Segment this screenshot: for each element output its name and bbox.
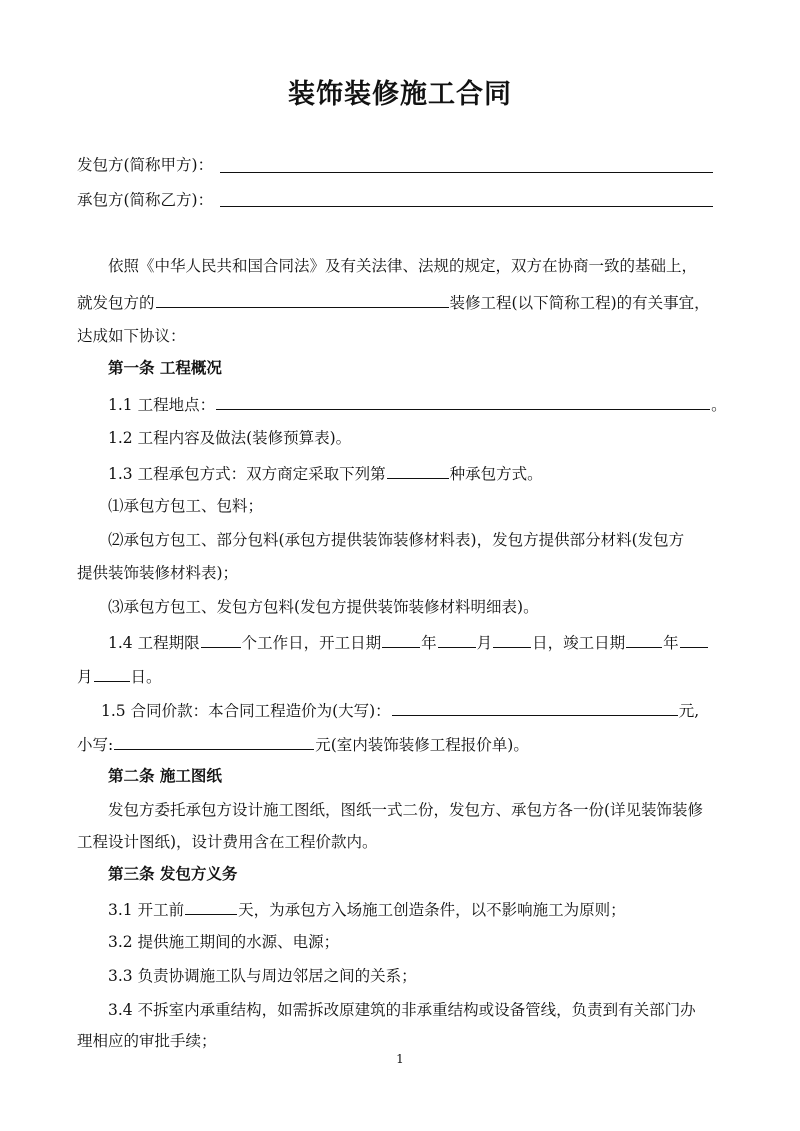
item-1-5-cont bbox=[77, 733, 529, 755]
article-2-line-2: 工程设计图纸)，设计费用含在工程价款内。 bbox=[77, 833, 378, 851]
item-1-4-label: 1.4 工程期限 bbox=[108, 634, 200, 652]
price-lowercase-blank bbox=[114, 733, 314, 750]
end-date-label: 日，竣工日期 bbox=[532, 634, 626, 652]
end-day-label: 日。 bbox=[130, 668, 162, 686]
option-1: ⑴承包方包工、包料； bbox=[108, 497, 264, 515]
item-1-4-cont bbox=[77, 665, 162, 687]
intro-line-3: 达成如下协议： bbox=[77, 327, 186, 345]
intro-line-1: 依照《中华人民共和国合同法》及有关法律、法规的规定，双方在协商一致的基础上， bbox=[108, 257, 698, 275]
item-3-1-end: 天，为承包方入场施工创造条件，以不影响施工为原则； bbox=[238, 901, 626, 919]
year-label: 年 bbox=[421, 634, 437, 652]
start-day-blank bbox=[493, 631, 531, 648]
lowercase-label: 小写: bbox=[77, 736, 114, 754]
intro-line-2-start: 就发包方的 bbox=[77, 294, 155, 312]
option-2-line-2: 提供装饰装修材料表)； bbox=[77, 564, 239, 582]
item-1-1-label: 1.1 工程地点： bbox=[108, 396, 216, 414]
item-3-3: 3.3 负责协调施工队与周边邻居之间的关系； bbox=[108, 967, 417, 985]
days-before-start-blank bbox=[185, 898, 237, 915]
item-1-3-end: 种承包方式。 bbox=[449, 465, 543, 483]
month-label: 月 bbox=[476, 634, 493, 652]
end-year-label: 年 bbox=[663, 634, 679, 652]
party-a-blank bbox=[220, 172, 713, 173]
item-1-3 bbox=[108, 462, 543, 484]
item-3-4-line-2: 理相应的审批手续； bbox=[77, 1032, 217, 1050]
end-year-blank bbox=[626, 631, 662, 648]
page-number: 1 bbox=[396, 1052, 404, 1066]
item-3-1 bbox=[108, 898, 626, 920]
item-1-1-end: 。 bbox=[711, 396, 727, 414]
start-date-label: 个工作日，开工日期 bbox=[241, 634, 382, 652]
item-3-1-start: 3.1 开工前 bbox=[108, 901, 185, 919]
article-2-heading: 第二条 施工图纸 bbox=[108, 767, 222, 785]
item-1-5-label: 1.5 合同价款：本合同工程造价为(大写)： bbox=[101, 702, 391, 720]
item-1-5 bbox=[101, 699, 699, 721]
start-year-blank bbox=[382, 631, 420, 648]
party-b-blank bbox=[220, 206, 713, 207]
option-2-line-1: ⑵承包方包工、部分包料(承包方提供装饰装修材料表)，发包方提供部分材料(发包方 bbox=[108, 531, 685, 549]
party-a-label: 发包方(简称甲方)： bbox=[77, 156, 214, 174]
intro-line-2-end: 装修工程(以下简称工程)的有关事宜， bbox=[449, 294, 710, 312]
item-1-5-end: 元(室内装饰装修工程报价单)。 bbox=[315, 736, 529, 754]
option-3: ⑶承包方包工、发包方包料(发包方提供装饰装修材料明细表)。 bbox=[108, 598, 539, 616]
price-uppercase-blank bbox=[392, 699, 678, 716]
party-b-label: 承包方(简称乙方)： bbox=[77, 191, 214, 209]
end-month-blank-a bbox=[680, 631, 708, 648]
work-days-blank bbox=[201, 631, 241, 648]
contract-mode-blank bbox=[387, 462, 449, 479]
item-1-3-start: 1.3 工程承包方式：双方商定采取下列第 bbox=[108, 465, 386, 483]
item-1-2: 1.2 工程内容及做法(装修预算表)。 bbox=[108, 429, 352, 447]
project-name-blank bbox=[156, 291, 449, 308]
start-month-blank bbox=[438, 631, 476, 648]
article-2-line-1: 发包方委托承包方设计施工图纸，图纸一式二份，发包方、承包方各一份(详见装饰装修 bbox=[108, 801, 704, 819]
intro-line-2 bbox=[77, 291, 710, 313]
project-location-blank bbox=[216, 393, 710, 410]
item-1-1 bbox=[108, 393, 727, 415]
yuan-label: 元, bbox=[678, 702, 700, 720]
end-day-blank bbox=[94, 665, 130, 682]
item-1-4 bbox=[108, 631, 709, 653]
article-3-heading: 第三条 发包方义务 bbox=[108, 865, 238, 883]
article-1-heading: 第一条 工程概况 bbox=[108, 359, 222, 377]
document-title: 装饰装修施工合同 bbox=[288, 79, 512, 110]
item-3-4-line-1: 3.4 不拆室内承重结构，如需拆改原建筑的非承重结构或设备管线，负责到有关部门办 bbox=[108, 1001, 696, 1019]
end-month-label: 月 bbox=[77, 668, 93, 686]
item-3-2: 3.2 提供施工期间的水源、电源； bbox=[108, 933, 340, 951]
